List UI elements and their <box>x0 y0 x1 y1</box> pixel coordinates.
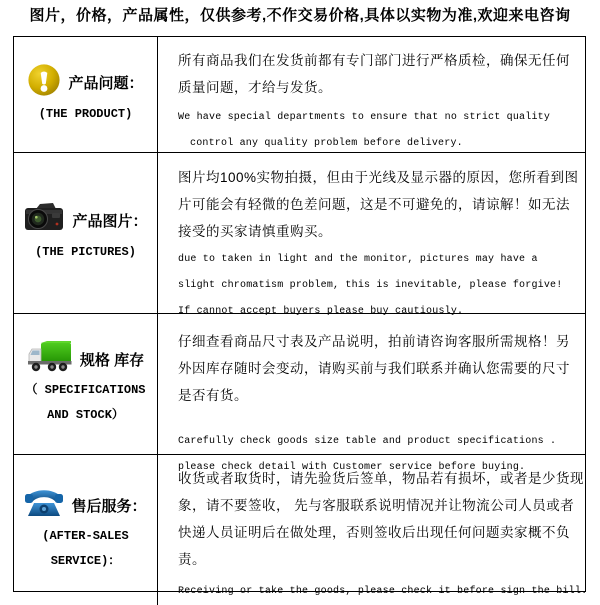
pictures-en-line: If cannot accept buyers please buy cautiously. <box>178 306 464 317</box>
product-label-top <box>27 63 143 102</box>
pictures-label-zh: 产品图片： <box>72 213 148 230</box>
product-body-cell <box>158 37 585 152</box>
specifications-text-zh: 仔细查看商品尺寸表及产品说明，拍前请咨询客服所需规格！另外因库存随时会变动，请购买前与我们联系并确认您需要的尺寸是否有货。 <box>178 334 570 403</box>
specifications-body-cell <box>158 314 585 473</box>
after-sales-label-cell <box>14 455 158 605</box>
product-info-table <box>13 36 588 597</box>
product-en-line: control any quality problem before delivery. <box>190 138 463 149</box>
specifications-label-en-line2: AND STOCK） <box>47 407 124 422</box>
pictures-en-line: slight chromatism problem, this is inevitable, please forgive! <box>178 280 563 291</box>
page-title: 图片，价格，产品属性，仅供参考,不作交易价格,具体以实物为准,欢迎来电咨询 <box>29 7 571 24</box>
table-row-product <box>14 37 585 153</box>
after-sales-text-en <box>178 579 587 605</box>
truck-icon <box>27 341 73 378</box>
specifications-en-line: please check detail with Customer service before buying. <box>178 462 526 473</box>
camera-icon <box>23 201 65 240</box>
product-text-en <box>178 105 583 157</box>
after-sales-label-en-line2: SERVICE)： <box>50 553 121 568</box>
after-sales-body-cell <box>158 455 589 605</box>
table-row-after-sales <box>14 455 588 605</box>
product-label-en: (THE PRODUCT) <box>38 106 133 121</box>
product-label-zh: 产品问题： <box>68 74 144 92</box>
phone-icon <box>24 487 64 524</box>
pictures-label-cell <box>14 153 158 313</box>
table-row-specifications <box>14 314 585 473</box>
table-row-pictures <box>14 153 585 317</box>
specifications-en-line: Carefully check goods size table and product specifications . <box>178 436 557 447</box>
specifications-label-zh: 规格 库存 <box>79 351 145 369</box>
pictures-body-cell <box>158 153 585 317</box>
warning-icon <box>27 63 61 102</box>
product-label-cell <box>14 37 158 152</box>
specifications-label-top <box>27 341 144 378</box>
specifications-label-en-line1: （ SPECIFICATIONS <box>25 382 146 397</box>
pictures-text-zh: 图片均100%实物拍摄，但由于光线及显示器的原因，您所看到图片可能会有轻微的色差问题，这是不可避免的，请谅解！如无法接受的买家请慎重购买。 <box>178 170 579 239</box>
after-sales-text-zh: 收货或者取货时，请先验货后签单，物品若有损坏，或者是少货现象，请不要签收， 先与客服联系说明情况并让物流公司人员或者快递人员证明后在做处理，否则签收后出现任何问题卖家概不负责。 <box>178 471 584 567</box>
pictures-label-en: (THE PICTURES) <box>35 245 136 259</box>
after-sales-label-zh: 售后服务： <box>71 497 147 515</box>
after-sales-label-en-line1: (AFTER-SALES <box>42 528 129 543</box>
product-en-line: We have special departments to ensure that no strict quality <box>178 112 551 123</box>
product-text-zh: 所有商品我们在发货前都有专门部门进行严格质检，确保无任何质量问题，才给与发货。 <box>178 53 570 95</box>
after-sales-en-line: Receiving or take the goods, please check it before sign the bill. <box>178 586 588 597</box>
pictures-en-line: due to taken in light and the monitor, pictures may have a <box>178 254 538 265</box>
after-sales-label-top <box>24 487 146 524</box>
pictures-label-top <box>23 201 147 240</box>
specifications-label-cell <box>14 314 158 454</box>
